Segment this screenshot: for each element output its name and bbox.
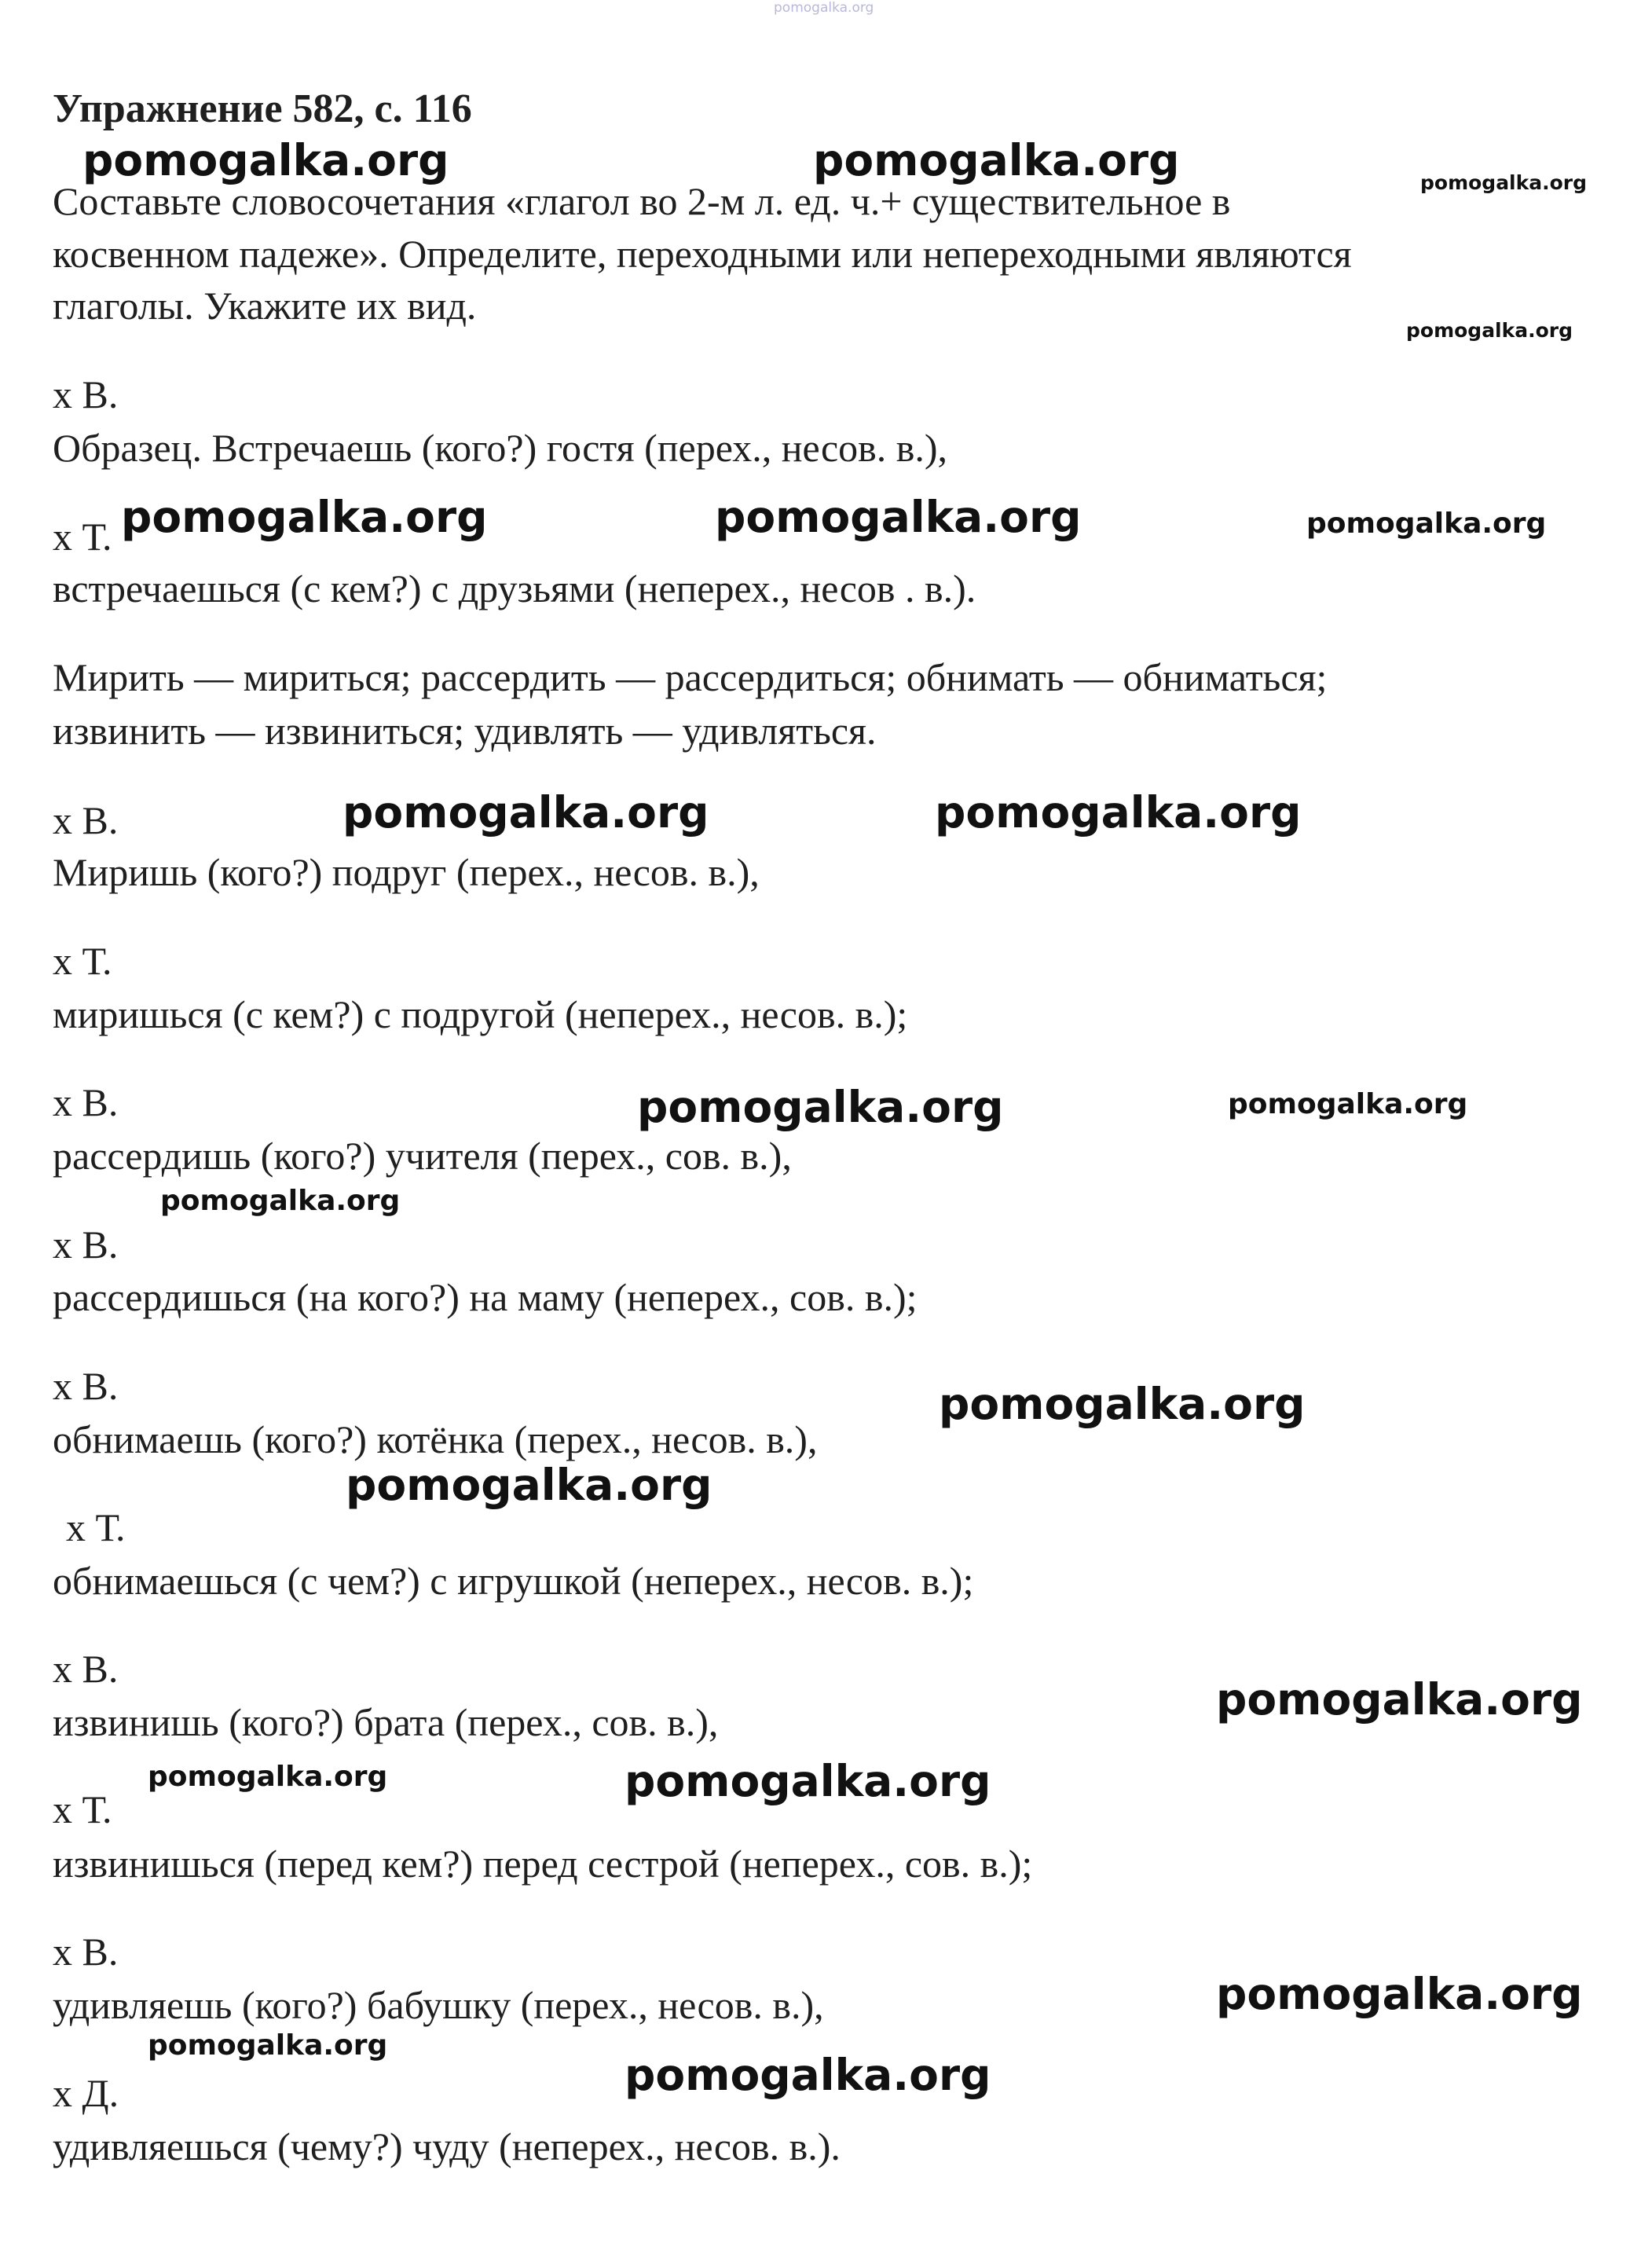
watermark: pomogalka.org [148,2029,388,2062]
watermark: pomogalka.org [715,492,1082,542]
watermark: pomogalka.org [1306,508,1547,540]
watermark: pomogalka.org [774,0,874,16]
watermark: pomogalka.org [148,1761,388,1793]
case-marker: х Т. [53,515,112,559]
sample-line: Образец. Встречаешь (кого?) гостя (перех., несов. в.), [53,426,948,470]
case-marker: х В. [53,372,119,416]
answer-line: удивляешь (кого?) бабушку (перех., несов. в.), [53,1983,824,2027]
watermark: pomogalka.org [939,1379,1306,1429]
watermark: pomogalka.org [82,135,449,185]
task-line: косвенном падеже». Определите, переходными или непереходными являются [53,232,1352,276]
exercise-title: Упражнение 582, с. 116 [53,86,472,131]
sample-line: встречаешься (с кем?) с друзьями (неперех., несов . в.). [53,566,976,610]
watermark: pomogalka.org [1406,319,1573,342]
answer-line: удивляешься (чему?) чуду (неперех., несов. в.). [53,2124,841,2168]
case-marker: х Д. [53,2071,119,2115]
watermark: pomogalka.org [1228,1088,1468,1120]
watermark: pomogalka.org [346,1460,712,1510]
watermark: pomogalka.org [637,1082,1004,1132]
verbs-line: извинить — извиниться; удивлять — удивляться. [53,709,877,753]
case-marker: х Т. [53,1787,112,1831]
case-marker: х В. [53,1930,119,1974]
watermark: pomogalka.org [1216,1969,1583,2019]
task-line: глаголы. Укажите их вид. [53,284,477,328]
watermark: pomogalka.org [813,135,1180,185]
answer-line: миришься (с кем?) с подругой (неперех., несов. в.); [53,992,908,1036]
answer-line: обнимаешься (с чем?) с игрушкой (неперех., несов. в.); [53,1559,974,1603]
watermark: pomogalka.org [1420,171,1588,194]
watermark: pomogalka.org [625,1756,991,1806]
case-marker: х В. [53,1364,119,1408]
case-marker: х Т. [53,939,112,983]
answer-line: рассердишься (на кого?) на маму (неперех., сов. в.); [53,1275,918,1319]
answer-line: извинишься (перед кем?) перед сестрой (неперех., сов. в.); [53,1842,1033,1886]
case-marker: х В. [53,798,119,842]
watermark: pomogalka.org [1216,1674,1583,1725]
answer-line: рассердишь (кого?) учителя (перех., сов. в.), [53,1134,792,1178]
task-line: Составьте словосочетания «глагол во 2-м л. ед. ч.+ существительное в [53,179,1231,223]
answer-line: Миришь (кого?) подруг (перех., несов. в.), [53,850,760,894]
case-marker: х Т. [66,1505,126,1549]
watermark: pomogalka.org [121,492,488,542]
verbs-line: Мирить — мириться; рассердить — рассердиться; обнимать — обниматься; [53,655,1328,699]
answer-line: извинишь (кого?) брата (перех., сов. в.), [53,1700,719,1744]
case-marker: х В. [53,1647,119,1691]
watermark: pomogalka.org [625,2050,991,2100]
watermark: pomogalka.org [935,787,1302,838]
watermark: pomogalka.org [342,787,709,838]
case-marker: х В. [53,1222,119,1266]
watermark: pomogalka.org [160,1185,401,1217]
answer-line: обнимаешь (кого?) котёнка (перех., несов. в.), [53,1417,818,1461]
case-marker: х В. [53,1080,119,1124]
